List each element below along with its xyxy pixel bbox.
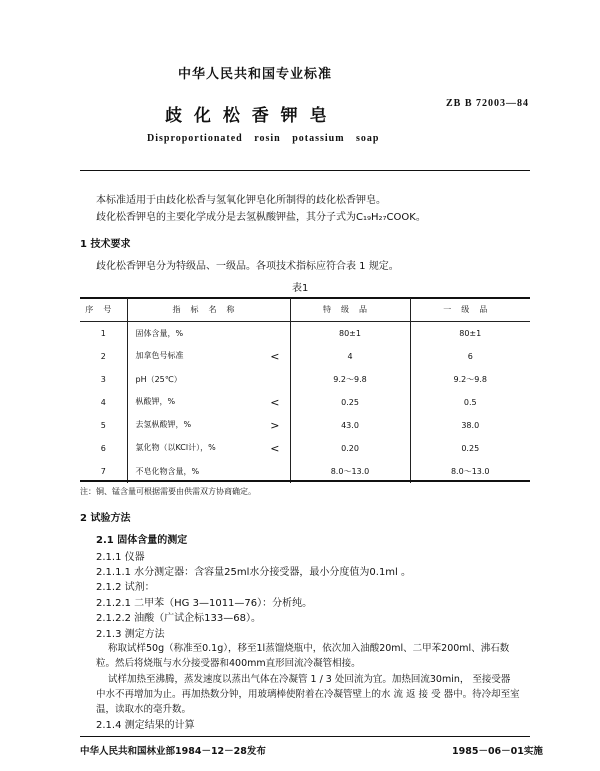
table-row <box>80 345 530 368</box>
row-name <box>127 391 290 414</box>
table-row <box>80 391 530 414</box>
row-no: 2 <box>100 352 106 361</box>
row-no: 1 <box>100 329 106 338</box>
row-name <box>127 322 290 346</box>
method-paragraph-b-line-2: 中水不再增加为止。再加热数分钟，用玻璃棒使附着在冷凝管壁上的水 流 返 接 受 器中。待冷却至室 <box>96 689 520 700</box>
table-caption: 表1 <box>292 283 309 294</box>
row-name-text: 去氢枞酸钾，% <box>135 420 192 429</box>
section-1-text: 歧化松香钾皂分为特级品、一级品。各项技术指标应符合表 1 规定。 <box>96 261 399 272</box>
section-2-1-2-1: 2.1.2.1 二甲苯（HG 3—1011—76）：分析纯。 <box>96 598 313 609</box>
standard-title-en: Disproportionated rosin potassium soap <box>147 133 380 144</box>
header-name: 指标名称 <box>127 298 290 322</box>
row-comparator: < <box>270 442 280 455</box>
method-paragraph-b-line-1: 试样加热至沸腾，蒸发速度以蒸出气体在冷凝管 1 / 3 处回流为宜。加热回流30min， 至接受器 <box>108 674 511 685</box>
row-premium: 4 <box>290 345 410 368</box>
section-2-1-1: 2.1.1 仪器 <box>96 552 145 563</box>
row-first: 6 <box>410 345 530 368</box>
row-first: 8.0～13.0 <box>410 460 530 483</box>
row-no: 3 <box>100 375 106 384</box>
section-2-1-2-2: 2.1.2.2 油酸（广试企标133—68）。 <box>96 613 261 624</box>
table-row <box>80 437 530 460</box>
row-first: 9.2～9.8 <box>410 368 530 391</box>
row-name <box>127 345 290 368</box>
standard-code: ZB B 72003—84 <box>446 98 530 109</box>
row-comparator: < <box>270 350 280 363</box>
spec-table <box>80 298 530 483</box>
row-name <box>127 414 290 437</box>
row-name <box>127 437 290 460</box>
standard-category: 中华人民共和国专业标准 <box>178 67 333 82</box>
row-name-text: 枞酸钾，% <box>135 397 176 406</box>
intro-paragraph-2: 歧化松香钾皂的主要化学成分是去氢枞酸钾盐，其分子式为C₁₉H₂₇COOK。 <box>96 212 426 223</box>
section-2-1-4: 2.1.4 测定结果的计算 <box>96 720 195 731</box>
row-first: 0.5 <box>410 391 530 414</box>
footer-issued: 中华人民共和国林业部1984－12－28发布 <box>80 746 266 757</box>
row-premium: 0.20 <box>290 437 410 460</box>
method-paragraph-a-line-1: 称取试样50g（称准至0.1g），移至1l蒸馏烧瓶中，依次加入油酸20ml、二甲苯200ml、沸石数 <box>108 643 510 654</box>
table-row <box>80 322 530 346</box>
row-premium: 8.0～13.0 <box>290 460 410 483</box>
method-paragraph-b-line-3: 温，读取水的毫升数。 <box>96 704 192 715</box>
row-name-text: 氯化物（以KCl计），% <box>135 443 216 452</box>
header-premium: 特级品 <box>290 298 410 322</box>
footer-effective: 1985－06－01实施 <box>452 746 543 757</box>
table-row <box>80 368 530 391</box>
row-comparator: < <box>270 396 280 409</box>
section-2-1-3: 2.1.3 测定方法 <box>96 629 165 640</box>
table-row <box>80 414 530 437</box>
row-premium: 9.2～9.8 <box>290 368 410 391</box>
header-first: 一级品 <box>410 298 530 322</box>
row-name-text: pH（25℃） <box>135 375 182 384</box>
table-header-row <box>80 298 530 322</box>
row-no: 7 <box>100 467 106 476</box>
method-paragraph-a-line-2: 粒。然后将烧瓶与水分接受器和400mm直形回流冷凝管相接。 <box>96 658 361 669</box>
row-no: 6 <box>100 444 106 453</box>
row-first: 80±1 <box>410 322 530 346</box>
row-name-text: 不皂化物含量，% <box>135 467 200 476</box>
section-2-1: 2.1 固体含量的测定 <box>96 535 188 546</box>
row-name-text: 加拿色号标准 <box>135 351 184 360</box>
row-name-text: 固体含量，% <box>135 329 184 338</box>
intro-paragraph-1: 本标准适用于由歧化松香与氢氧化钾皂化所制得的歧化松香钾皂。 <box>96 195 386 206</box>
table-bottom-rule <box>80 480 530 482</box>
header-divider <box>80 170 530 171</box>
row-no: 4 <box>100 398 106 407</box>
section-2-1-2: 2.1.2 试剂： <box>96 582 155 593</box>
row-premium: 0.25 <box>290 391 410 414</box>
table-note: 注：铜、锰含量可根据需要由供需双方协商确定。 <box>80 487 256 496</box>
section-2-heading: 2 试验方法 <box>80 513 131 524</box>
row-premium: 80±1 <box>290 322 410 346</box>
row-first: 38.0 <box>410 414 530 437</box>
row-name <box>127 368 290 391</box>
section-2-1-1-1: 2.1.1.1 水分测定器：含容量25ml水分接受器，最小分度值为0.1ml 。 <box>96 567 412 578</box>
row-first: 0.25 <box>410 437 530 460</box>
header-no: 序号 <box>80 298 127 322</box>
row-premium: 43.0 <box>290 414 410 437</box>
section-1-heading: 1 技术要求 <box>80 239 131 250</box>
row-no: 5 <box>100 421 106 430</box>
standard-title-cn: 歧 化 松 香 钾 皂 <box>165 106 330 126</box>
row-comparator: > <box>270 419 280 432</box>
footer-divider <box>80 736 530 737</box>
